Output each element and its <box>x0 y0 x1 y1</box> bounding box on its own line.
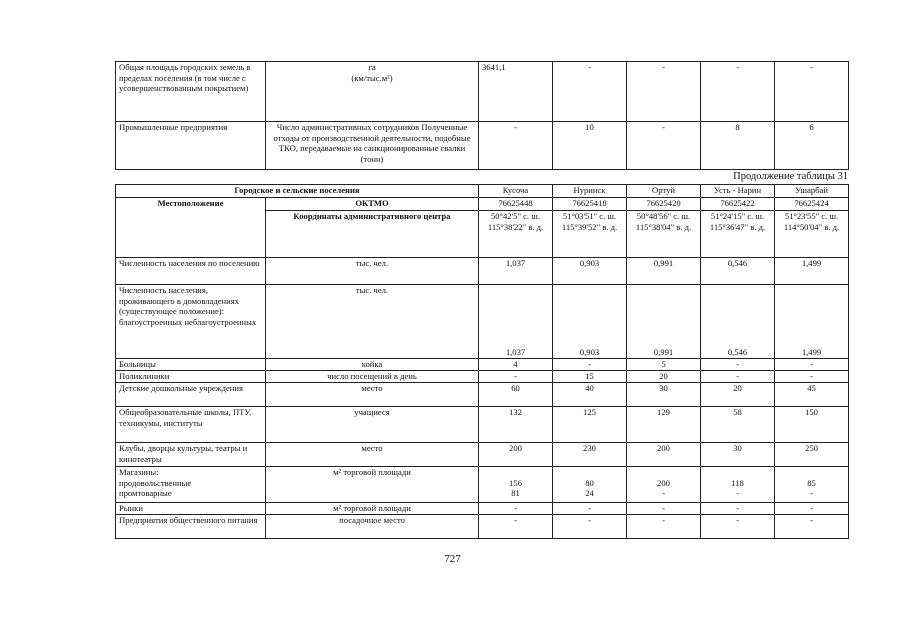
value-cell: - <box>627 515 701 539</box>
row-label: Клубы, дворцы культуры, театры и кинотеатры <box>116 443 266 467</box>
row-label: Численность населения по поселению <box>116 258 266 285</box>
coords-cell: 51°24'15" с. ш. 115°36'47" в. д. <box>701 211 775 258</box>
row-label: Предприятия общественного питания <box>116 515 266 539</box>
unit-cell: тыс. чел. <box>266 285 479 359</box>
infrastructure-table-upper <box>115 61 849 170</box>
value-cell: - <box>775 371 849 383</box>
table-row <box>116 285 849 359</box>
column-header: Кусоча <box>479 185 553 198</box>
value-cell: - <box>701 62 775 122</box>
value-cell: - <box>627 62 701 122</box>
value-cell: - <box>701 515 775 539</box>
value-cell: 60 <box>479 383 553 407</box>
goods-value: 24 <box>585 488 594 499</box>
value-cell: - <box>775 62 849 122</box>
shops-food-label: продовольственные <box>119 477 192 488</box>
table-row <box>116 503 849 515</box>
value-cell: 1,037 <box>479 285 553 359</box>
value-cell: 200 <box>627 443 701 467</box>
value-cell <box>479 467 553 503</box>
food-value: 85 <box>807 477 816 488</box>
column-header: Ортуй <box>627 185 701 198</box>
unit-cell: тыс. чел. <box>266 258 479 285</box>
value-cell: 250 <box>775 443 849 467</box>
table-continuation-caption: Продолжение таблицы 31 <box>733 171 848 182</box>
shops-label: Магазины: <box>119 467 159 477</box>
value-cell: - <box>701 359 775 371</box>
column-header: Ушарбай <box>775 185 849 198</box>
table-row <box>116 443 849 467</box>
row-label: Больницы <box>116 359 266 371</box>
value-cell <box>627 467 701 503</box>
goods-value: - <box>736 488 739 499</box>
value-cell: 20 <box>627 371 701 383</box>
food-value: 200 <box>657 477 670 488</box>
value-cell: 0,991 <box>627 285 701 359</box>
unit-cell: м² торговой площади <box>266 467 479 503</box>
row-label: Промышленные предприятия <box>116 122 266 170</box>
value-cell: - <box>479 515 553 539</box>
unit-cell: м² торговой площади <box>266 503 479 515</box>
food-value: 156 <box>509 477 522 488</box>
value-cell: 230 <box>553 443 627 467</box>
table-row <box>116 383 849 407</box>
page-number: 727 <box>444 553 461 565</box>
coords-cell: 50°42'5" с. ш. 115°38'22" в. д. <box>479 211 553 258</box>
unit-cell: Число административных сотрудников Полученные отходы от производственной деятельности, подобные ТКО, передаваемые на санкционированные свалки (тонн) <box>266 122 479 170</box>
coords-cell: 51°03'51" с. ш. 115°39'52" в. д. <box>553 211 627 258</box>
location-header: Местоположение <box>116 198 266 258</box>
value-cell: - <box>553 515 627 539</box>
oktmo-cell: 76625448 <box>479 198 553 211</box>
value-cell: 0,546 <box>701 285 775 359</box>
row-label: Детские дошкольные учреждения <box>116 383 266 407</box>
column-header: Усть - Нарин <box>701 185 775 198</box>
unit-cell: посадочное место <box>266 515 479 539</box>
unit-cell: место <box>266 443 479 467</box>
value-cell: 132 <box>479 407 553 443</box>
value-cell: - <box>701 503 775 515</box>
value-cell: 58 <box>701 407 775 443</box>
value-cell <box>553 467 627 503</box>
value-cell: 0,903 <box>553 285 627 359</box>
value-cell: - <box>553 359 627 371</box>
value-cell: 4 <box>479 359 553 371</box>
oktmo-cell: 76625422 <box>701 198 775 211</box>
value-cell: 0,903 <box>553 258 627 285</box>
goods-value: - <box>810 488 813 499</box>
oktmo-cell: 76625424 <box>775 198 849 211</box>
value-cell <box>775 467 849 503</box>
column-header: Нуринск <box>553 185 627 198</box>
row-label: Общая площадь городских земель в пределах поселения (в том числе с усовершенствованным покрытием) <box>116 62 266 122</box>
value-cell: 1,499 <box>775 258 849 285</box>
unit-line: (км/тыс.м²) <box>351 72 393 83</box>
header-row-oktmo <box>116 198 849 211</box>
coords-cell: 51°23'55" с. ш. 114°50'04" в. д. <box>775 211 849 258</box>
value-cell: 1,037 <box>479 258 553 285</box>
table-row <box>116 258 849 285</box>
table-row <box>116 515 849 539</box>
value-cell: 15 <box>553 371 627 383</box>
table-row <box>116 62 849 122</box>
row-label <box>116 467 266 503</box>
value-cell: 30 <box>627 383 701 407</box>
value-cell: - <box>479 122 553 170</box>
value-cell: 0,546 <box>701 258 775 285</box>
value-cell: - <box>775 503 849 515</box>
coords-cell: 50°48'56" с. ш. 115°38'04" в. д. <box>627 211 701 258</box>
value-cell: - <box>479 503 553 515</box>
unit-cell: место <box>266 383 479 407</box>
value-cell: 3641,1 <box>479 62 553 122</box>
shops-goods-label: промтоварные <box>119 488 172 499</box>
value-cell: 125 <box>553 407 627 443</box>
value-cell: - <box>701 371 775 383</box>
unit-line: га <box>368 62 376 72</box>
row-label: Поликлиники <box>116 371 266 383</box>
value-cell: - <box>479 371 553 383</box>
value-cell: 40 <box>553 383 627 407</box>
unit-cell: койка <box>266 359 479 371</box>
value-cell: - <box>775 515 849 539</box>
unit-cell <box>266 62 479 122</box>
infrastructure-table <box>115 184 849 539</box>
settlements-header: Городское и сельские поселения <box>116 185 479 198</box>
value-cell: 200 <box>479 443 553 467</box>
unit-cell: учащиеся <box>266 407 479 443</box>
value-cell: 10 <box>553 122 627 170</box>
value-cell: 20 <box>701 383 775 407</box>
value-cell: - <box>627 503 701 515</box>
value-cell: 45 <box>775 383 849 407</box>
table-row <box>116 359 849 371</box>
goods-value: - <box>662 488 665 499</box>
value-cell: 1,499 <box>775 285 849 359</box>
food-value: 80 <box>585 477 594 488</box>
value-cell: 8 <box>701 122 775 170</box>
table-row <box>116 122 849 170</box>
row-label: Рынки <box>116 503 266 515</box>
oktmo-cell: 76625420 <box>627 198 701 211</box>
value-cell: 5 <box>627 359 701 371</box>
oktmo-cell: 76625418 <box>553 198 627 211</box>
value-cell: - <box>553 503 627 515</box>
value-cell: 30 <box>701 443 775 467</box>
oktmo-header: ОКТМО <box>266 198 479 211</box>
value-cell: 0,991 <box>627 258 701 285</box>
table-row <box>116 371 849 383</box>
row-label: Общеобразовательные школы, ПТУ, техникумы, институты <box>116 407 266 443</box>
value-cell: - <box>627 122 701 170</box>
value-cell: - <box>775 359 849 371</box>
food-value: 118 <box>731 477 744 488</box>
value-cell: 150 <box>775 407 849 443</box>
value-cell: - <box>553 62 627 122</box>
table-row <box>116 467 849 503</box>
value-cell: 129 <box>627 407 701 443</box>
header-row-names <box>116 185 849 198</box>
value-cell <box>701 467 775 503</box>
unit-cell: число посещений в день <box>266 371 479 383</box>
value-cell: 6 <box>775 122 849 170</box>
row-label: Численность населения, проживающего в домовладениях (существующее положение): благоустроенных неблагоустроенных <box>116 285 266 359</box>
table-row <box>116 407 849 443</box>
goods-value: 81 <box>511 488 520 499</box>
coords-header: Координаты административного центра <box>266 211 479 258</box>
